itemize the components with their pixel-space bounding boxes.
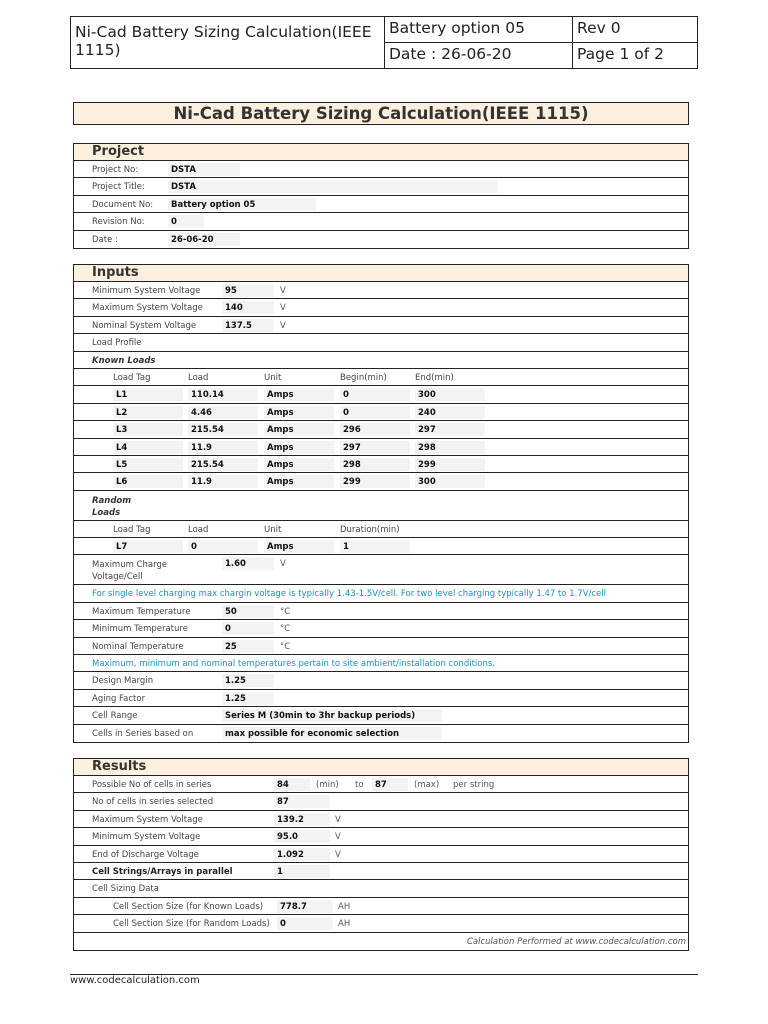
cells-selected-row — [74, 793, 688, 810]
result-max-voltage-field[interactable]: 139.2 — [274, 813, 330, 826]
load-tag-field[interactable]: L2 — [113, 406, 183, 419]
strings-label: Cell Strings/Arrays in parallel — [92, 866, 233, 877]
column-header: End(min) — [415, 372, 454, 383]
load-unit-field[interactable]: Amps — [264, 458, 334, 471]
design-margin-row — [74, 672, 688, 689]
eod-row — [74, 846, 688, 863]
load-profile-label: Load Profile — [92, 338, 142, 349]
load-end-field[interactable]: 297 — [415, 423, 485, 436]
page-header-table — [70, 16, 698, 69]
charge-note: For single level charging max chargin voltage is typically 1.43-1.5V/cell. For two level charging typically 1.47 to 1.7V/cell — [92, 589, 607, 600]
max-voltage-field[interactable]: 140 — [222, 301, 274, 314]
max-charge-label: Maximum Charge Voltage/Cell — [92, 560, 168, 583]
footer-url: www.codecalculation.com — [70, 975, 200, 986]
load-end-field[interactable]: 298 — [415, 441, 485, 454]
eod-label: End of Discharge Voltage — [92, 849, 199, 860]
max-temp-row — [74, 603, 688, 620]
column-header: Duration(min) — [340, 524, 400, 535]
load-tag-field[interactable]: L5 — [113, 458, 183, 471]
load-value-field[interactable]: 110.14 — [188, 388, 258, 401]
load-unit-field[interactable]: Amps — [264, 540, 334, 553]
min-voltage-field[interactable]: 95 — [222, 284, 274, 297]
random-load-row — [74, 538, 688, 555]
load-begin-field[interactable]: 296 — [340, 423, 410, 436]
known-size-row — [74, 898, 688, 915]
load-unit-field[interactable]: Amps — [264, 423, 334, 436]
random-size-field[interactable]: 0 — [277, 917, 333, 930]
project-date-label: Date : — [92, 234, 118, 245]
unit-label: AH — [338, 919, 351, 930]
aging-factor-row — [74, 690, 688, 707]
project-title-label: Project Title: — [92, 182, 145, 193]
load-value-field[interactable]: 11.9 — [188, 475, 258, 488]
inputs-heading: Inputs — [74, 265, 688, 282]
result-max-voltage-row — [74, 811, 688, 828]
load-profile-row — [74, 334, 688, 351]
unit-label: V — [280, 303, 286, 314]
load-tag-field[interactable]: L3 — [113, 423, 183, 436]
unit-label: V — [280, 559, 286, 570]
load-tag-field[interactable]: L7 — [113, 540, 183, 553]
max-charge-row — [74, 555, 688, 585]
nom-temp-label: Nominal Temperature — [92, 641, 184, 652]
known-size-label: Cell Section Size (for Known Loads) — [113, 901, 264, 912]
project-no-label: Project No: — [92, 165, 139, 175]
results-heading: Results — [74, 759, 688, 776]
nom-temp-row — [74, 638, 688, 655]
load-value-field[interactable]: 0 — [188, 540, 258, 553]
min-voltage-row — [74, 282, 688, 299]
revision-row — [74, 213, 688, 230]
design-margin-label: Design Margin — [92, 676, 154, 687]
header-rev: Rev 0 — [573, 17, 697, 43]
document-no-row — [74, 196, 688, 213]
load-end-field[interactable]: 300 — [415, 388, 485, 401]
nom-voltage-row — [74, 317, 688, 334]
max-temp-field[interactable]: 50 — [222, 605, 274, 618]
unit-label: °C — [280, 606, 291, 617]
nom-temp-field[interactable]: 25 — [222, 640, 274, 653]
random-size-row — [74, 915, 688, 932]
cell-range-select[interactable]: Series M (30min to 3hr backup periods) — [222, 709, 442, 722]
min-temp-field[interactable]: 0 — [222, 622, 274, 635]
project-heading: Project — [74, 144, 688, 161]
known-loads-row — [74, 352, 688, 369]
known-loads-label: Known Loads — [92, 355, 156, 366]
unit-label: V — [335, 849, 341, 860]
unit-label: °C — [280, 624, 291, 635]
header-date: Date : 26-06-20 — [385, 43, 573, 68]
sizing-row — [74, 880, 688, 897]
to-text: to — [355, 780, 364, 790]
load-unit-field[interactable]: Amps — [264, 406, 334, 419]
calculation-sheet — [73, 102, 689, 947]
project-title-row — [74, 178, 688, 195]
main-title: Ni-Cad Battery Sizing Calculation(IEEE 1115) — [73, 102, 689, 125]
load-unit-field[interactable]: Amps — [264, 388, 334, 401]
load-tag-field[interactable]: L4 — [113, 441, 183, 454]
load-unit-field[interactable]: Amps — [264, 441, 334, 454]
column-header: Load Tag — [113, 524, 151, 535]
project-date-field[interactable]: 26-06-20 — [168, 233, 240, 246]
result-max-voltage-label: Maximum System Voltage — [92, 814, 203, 825]
cells-selected-field[interactable]: 87 — [274, 795, 330, 808]
max-voltage-label: Maximum System Voltage — [92, 303, 203, 314]
strings-row — [74, 863, 688, 880]
min-temp-row — [74, 620, 688, 637]
known-size-field[interactable]: 778.7 — [277, 900, 333, 913]
revision-field[interactable]: 0 — [168, 215, 204, 228]
project-title-field[interactable]: DSTA — [168, 180, 498, 193]
known-loads-header-row — [74, 369, 688, 386]
load-value-field[interactable]: 215.54 — [188, 458, 258, 471]
column-header: Load Tag — [113, 372, 151, 383]
max-temp-label: Maximum Temperature — [92, 606, 191, 617]
min-temp-label: Minimum Temperature — [92, 624, 188, 635]
max-charge-field[interactable]: 1.60 — [222, 557, 274, 570]
document-no-label: Document No: — [92, 199, 154, 210]
cells-series-row — [74, 725, 688, 742]
design-margin-field[interactable]: 1.25 — [222, 674, 274, 687]
possible-cells-label: Possible No of cells in series — [92, 780, 212, 790]
possible-max-field[interactable]: 87 — [372, 778, 408, 791]
temp-note: Maximum, minimum and nominal temperatures pertain to site ambient/installation conditions. — [92, 659, 495, 670]
possible-min-field[interactable]: 84 — [274, 778, 310, 791]
max-voltage-row — [74, 299, 688, 316]
possible-cells-row — [74, 776, 688, 793]
load-value-field[interactable]: 4.46 — [188, 406, 258, 419]
unit-label: °C — [280, 641, 291, 652]
known-load-row — [74, 421, 688, 438]
random-loads-label: Random Loads — [92, 495, 132, 518]
header-page: Page 1 of 2 — [577, 45, 664, 63]
eod-field[interactable]: 1.092 — [274, 848, 330, 861]
aging-factor-field[interactable]: 1.25 — [222, 692, 274, 705]
nom-voltage-label: Nominal System Voltage — [92, 320, 197, 331]
temp-note-row — [74, 655, 688, 672]
cells-selected-label: No of cells in series selected — [92, 797, 214, 808]
random-loads-header-row — [74, 521, 688, 538]
column-header: Unit — [264, 524, 282, 535]
project-section — [73, 143, 689, 249]
load-begin-field[interactable]: 299 — [340, 475, 410, 488]
load-value-field[interactable]: 215.54 — [188, 423, 258, 436]
column-header: Load — [188, 372, 209, 383]
load-begin-field[interactable]: 0 — [340, 406, 410, 419]
load-end-field[interactable]: 299 — [415, 458, 485, 471]
result-min-voltage-row — [74, 828, 688, 845]
cells-series-select[interactable]: max possible for economic selection — [222, 727, 442, 740]
min-text: (min) — [316, 780, 339, 790]
cells-series-label: Cells in Series based on — [92, 728, 194, 739]
load-begin-field[interactable]: 0 — [340, 388, 410, 401]
column-header: Load — [188, 524, 209, 535]
revision-label: Revision No: — [92, 217, 145, 228]
known-load-row — [74, 456, 688, 473]
min-voltage-label: Minimum System Voltage — [92, 286, 201, 296]
load-end-field[interactable]: 300 — [415, 475, 485, 488]
result-min-voltage-label: Minimum System Voltage — [92, 832, 201, 843]
known-load-row — [74, 439, 688, 456]
unit-label: V — [335, 814, 341, 825]
nom-voltage-field[interactable]: 137.5 — [222, 319, 274, 332]
load-tag-field[interactable]: L1 — [113, 388, 183, 401]
strings-field[interactable]: 1 — [274, 865, 330, 878]
results-section — [73, 758, 689, 951]
column-header: Unit — [264, 372, 282, 383]
load-value-field[interactable]: 11.9 — [188, 441, 258, 454]
load-tag-field[interactable]: L6 — [113, 475, 183, 488]
known-load-row — [74, 404, 688, 421]
cell-range-label: Cell Range — [92, 711, 138, 722]
result-min-voltage-field[interactable]: 95.0 — [274, 830, 330, 843]
header-option: Battery option 05 — [385, 17, 573, 43]
load-end-field[interactable]: 240 — [415, 406, 485, 419]
unit-label: V — [280, 286, 286, 296]
sizing-label: Cell Sizing Data — [92, 884, 159, 895]
load-begin-field[interactable]: 297 — [340, 441, 410, 454]
project-date-row — [74, 231, 688, 248]
per-string-text: per string — [453, 780, 495, 790]
column-header: Begin(min) — [340, 372, 387, 383]
header-title: Ni-Cad Battery Sizing Calculation(IEEE 1115) — [71, 17, 385, 68]
load-begin-field[interactable]: 298 — [340, 458, 410, 471]
load-duration-field[interactable]: 1 — [340, 540, 410, 553]
project-no-field[interactable]: DSTA — [168, 163, 240, 176]
unit-label: V — [335, 832, 341, 843]
random-size-label: Cell Section Size (for Random Loads) — [113, 919, 270, 930]
cell-range-row — [74, 707, 688, 724]
document-no-field[interactable]: Battery option 05 — [168, 198, 316, 211]
known-load-row — [74, 386, 688, 403]
unit-label: V — [280, 320, 286, 331]
load-unit-field[interactable]: Amps — [264, 475, 334, 488]
unit-label: AH — [338, 901, 351, 912]
project-no-row — [74, 161, 688, 178]
known-load-row — [74, 473, 688, 490]
random-loads-row — [74, 491, 688, 521]
aging-factor-label: Aging Factor — [92, 693, 146, 704]
charge-note-row — [74, 585, 688, 602]
calc-note: Calculation Performed at www.codecalculation.com — [466, 936, 686, 947]
calc-note-row — [74, 933, 688, 950]
inputs-section — [73, 264, 689, 743]
max-text: (max) — [414, 780, 440, 790]
